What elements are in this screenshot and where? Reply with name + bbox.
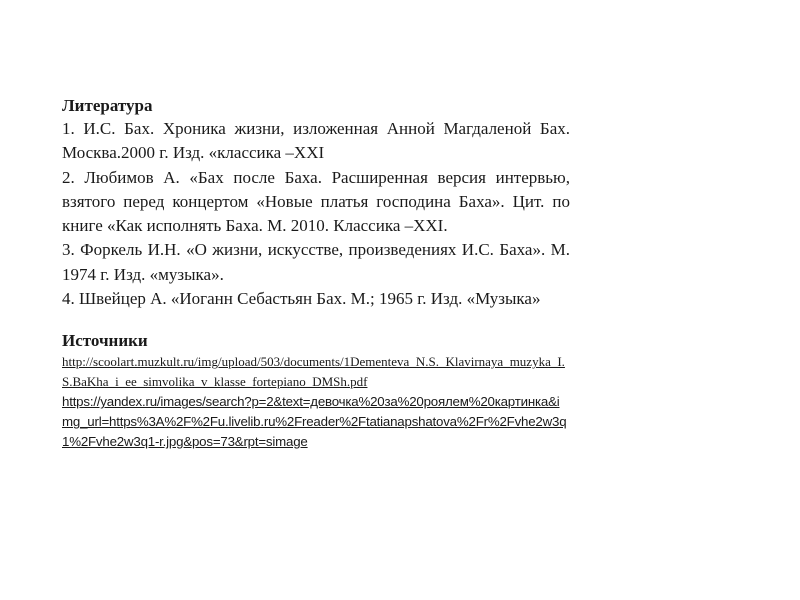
source-link-1[interactable]: http://scoolart.muzkult.ru/img/upload/503/documents/1Dementeva_N.S._Klavirnaya_muzyka_I.S.BaKha_i_ee_simvolika_v_klasse_fortepiano_DMSh.pdf — [62, 354, 565, 390]
sources-heading: Источники — [62, 331, 148, 351]
literature-item-2: 2. Любимов А. «Бах после Баха. Расширенная версия интервью, взятого перед концертом «Новые платья господина Баха». Цит. по книге «Как исполнять Баха. М. 2010. Классика –XXI. — [62, 167, 570, 236]
slide-content — [62, 94, 570, 452]
literature-item-3: 3. Форкель И.Н. «О жизни, искусстве, произведениях И.С. Баха». М. 1974 г. Изд. «музыка». — [62, 240, 570, 284]
source-link-2[interactable]: https://yandex.ru/images/search?p=2&text=девочка%20за%20роялем%20картинка&img_url=https%3A%2F%2Fu.livelib.ru%2Freader%2Ftatianapshatova%2Fr%2Fvhe2w3q1%2Fvhe2w3q1-r.jpg&pos=73&rpt=simage — [62, 394, 567, 450]
literature-heading: Литература — [62, 96, 153, 115]
literature-item-1: 1. И.С. Бах. Хроника жизни, изложенная Анной Магдаленой Бах. Москва.2000 г. Изд. «классика –XXI — [62, 119, 570, 163]
literature-item-4: 4. Швейцер А. «Иоганн Себастьян Бах. М.; 1965 г. Изд. «Музыка» — [62, 289, 541, 309]
